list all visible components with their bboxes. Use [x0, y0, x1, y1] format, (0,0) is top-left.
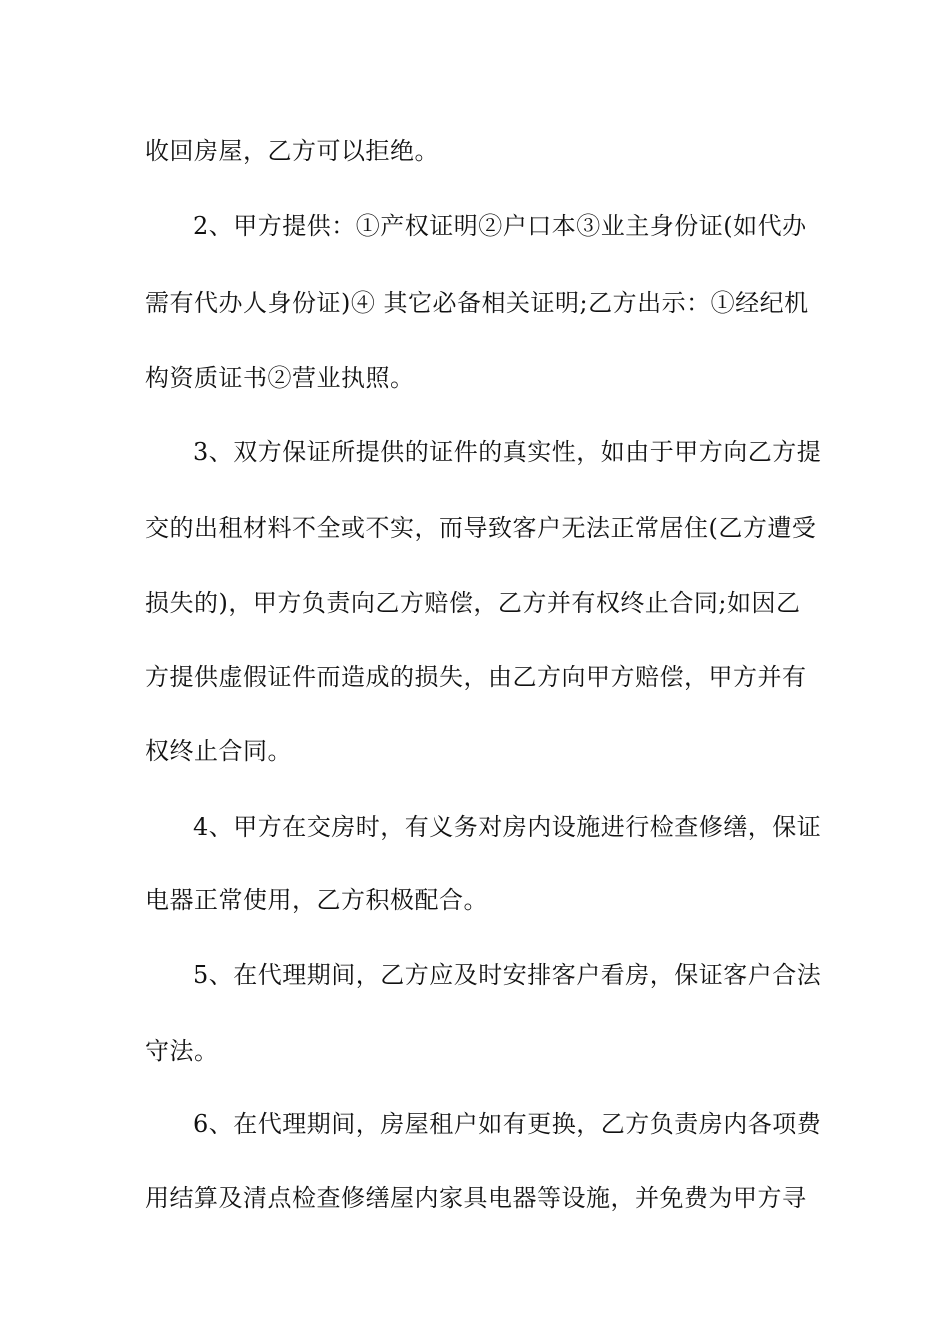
text-line: 损失的)，甲方负责向乙方赔偿，乙方并有权终止合同;如因乙: [145, 589, 801, 617]
text-line: 守法。: [145, 1037, 219, 1065]
paragraph-6-line-1: 6、在代理期间，房屋租户如有更换，乙方负责房内各项费: [193, 1110, 822, 1138]
text-line: 构资质证书②营业执照。: [145, 364, 415, 392]
text-line: 方提供虚假证件而造成的损失，由乙方向甲方赔偿，甲方并有: [145, 663, 807, 691]
paragraph-5-line-1: 5、在代理期间，乙方应及时安排客户看房，保证客户合法: [193, 961, 822, 989]
paragraph-4-line-1: 4、甲方在交房时，有义务对房内设施进行检查修缮，保证: [193, 813, 822, 841]
text-line: 权终止合同。: [145, 737, 292, 765]
text-line: 需有代办人身份证)④ 其它必备相关证明;乙方出示：①经纪机: [145, 289, 809, 317]
text-line: 电器正常使用，乙方积极配合。: [145, 886, 488, 914]
text-line: 用结算及清点检查修缮屋内家具电器等设施，并免费为甲方寻: [145, 1184, 807, 1212]
paragraph-3-line-1: 3、双方保证所提供的证件的真实性，如由于甲方向乙方提: [193, 438, 822, 466]
text-line: 收回房屋，乙方可以拒绝。: [145, 137, 439, 165]
paragraph-2-line-1: 2、甲方提供：①产权证明②户口本③业主身份证(如代办: [193, 212, 807, 240]
text-line: 交的出租材料不全或不实，而导致客户无法正常居住(乙方遭受: [145, 514, 817, 542]
